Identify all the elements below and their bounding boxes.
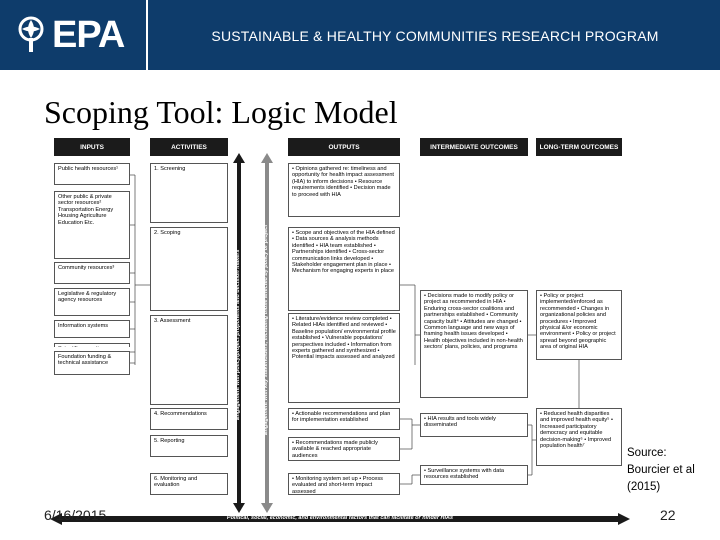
activity-box: 5. Reporting [150,435,228,457]
header-activities: ACTIVITIES [150,138,228,156]
intermediate-box: • Decisions made to modify policy or project as recommended in HIA • Enduring cross-sector coalitions and partnerships established • Community capacity built⁴ • Attitudes are changed • Common language and new ways of framing health issues developed • Health objectives included in non-health sectors’ plans, policies, and programs [420,290,528,398]
source-citation [627,445,695,496]
epa-logo [0,0,148,70]
output-box: • Opinions gathered re: timeliness and opportunity for health impact assessment (HIA) to inform decisions • Resource requirements identified • Decision made to proceed with HIA [288,163,400,217]
activity-box: 3. Assessment [150,315,228,405]
input-box: Legislative & regulatory agency resources [54,288,130,316]
long-term-box: • Policy or project implemented/enforced as recommended • Changes in organizational policies and procedures • Improved physical &/or economic environment • Policy or project spread beyond geographic area of original HIA [536,290,622,360]
header-long-term: LONG-TERM OUTCOMES [536,138,622,156]
input-box: Public health resources¹ [54,163,130,185]
logo-wordmark: EPA [52,14,125,56]
source-year: (2015) [627,481,661,493]
intermediate-box: • Surveillance systems with data resources established [420,465,528,485]
intermediate-box: • HIA results and tools widely disseminated [420,413,528,437]
header-intermediate: INTERMEDIATE OUTCOMES [420,138,528,156]
output-box: • Scope and objectives of the HIA defined • Data sources & analysis methods identified • HIA team established • Partnerships identified • Cross-sector communication links developed • Stakeholder engagement plan in place • Mechanism for engaging experts in place [288,227,400,311]
activity-box: 1. Screening [150,163,228,223]
input-box: Information systems [54,320,130,338]
activity-box: 2. Scoping [150,227,228,311]
program-title: SUSTAINABLE & HEALTHY COMMUNITIES RESEARCH PROGRAM [211,28,659,44]
engagement-label-left: Engagement with policy/project proponents and decision makers [235,249,241,420]
output-box: • Literature/evidence review completed • Related HIAs identified and reviewed • Baseline population/ environmental profile established • Vulnerable populations’ perspectives included • Information from experts gathered and synthesized • Potential impacts assessed and analyzed [288,313,400,403]
logic-model-diagram [50,135,630,530]
long-term-box: • Reduced health disparities and improved health equity⁵ • Increased participatory democracy and equitable decision-making⁶ • Improved population health⁷ [536,408,622,466]
output-box: • Monitoring system set up • Process evaluated and short-term impact assessed [288,473,400,495]
output-box: • Recommendations made publicly available & reached appropriate audiences [288,437,400,461]
activity-box: 4. Recommendations [150,408,228,430]
header-inputs: INPUTS [54,138,130,156]
page-number: 22 [660,507,676,523]
source-author: Bourcier et al [627,464,695,476]
activity-box: 6. Monitoring and evaluation [150,473,228,495]
bottom-banner-text: Political, social, economic, and environmental factors that can facilitate or hinder HIAs [226,515,454,521]
input-box: Foundation funding & technical assistance [54,351,130,375]
slide-date: 6/16/2015 [44,507,107,523]
epa-flower-icon [14,16,48,54]
header-banner [0,0,720,70]
input-box: Community resources³ [54,262,130,284]
connector-lines [50,135,630,530]
input-box: Other public & private sector resources² Transportation Energy Housing Agriculture Education Etc. [54,191,130,259]
header-outputs: OUTPUTS [288,138,400,156]
slide-title: Scoping Tool: Logic Model [44,94,398,130]
output-box: • Actionable recommendations and plan for implementation established [288,408,400,430]
source-label: Source: [627,447,667,459]
engagement-label-right: Engagement with key stakeholders, including those affected by policy or project [263,224,269,435]
